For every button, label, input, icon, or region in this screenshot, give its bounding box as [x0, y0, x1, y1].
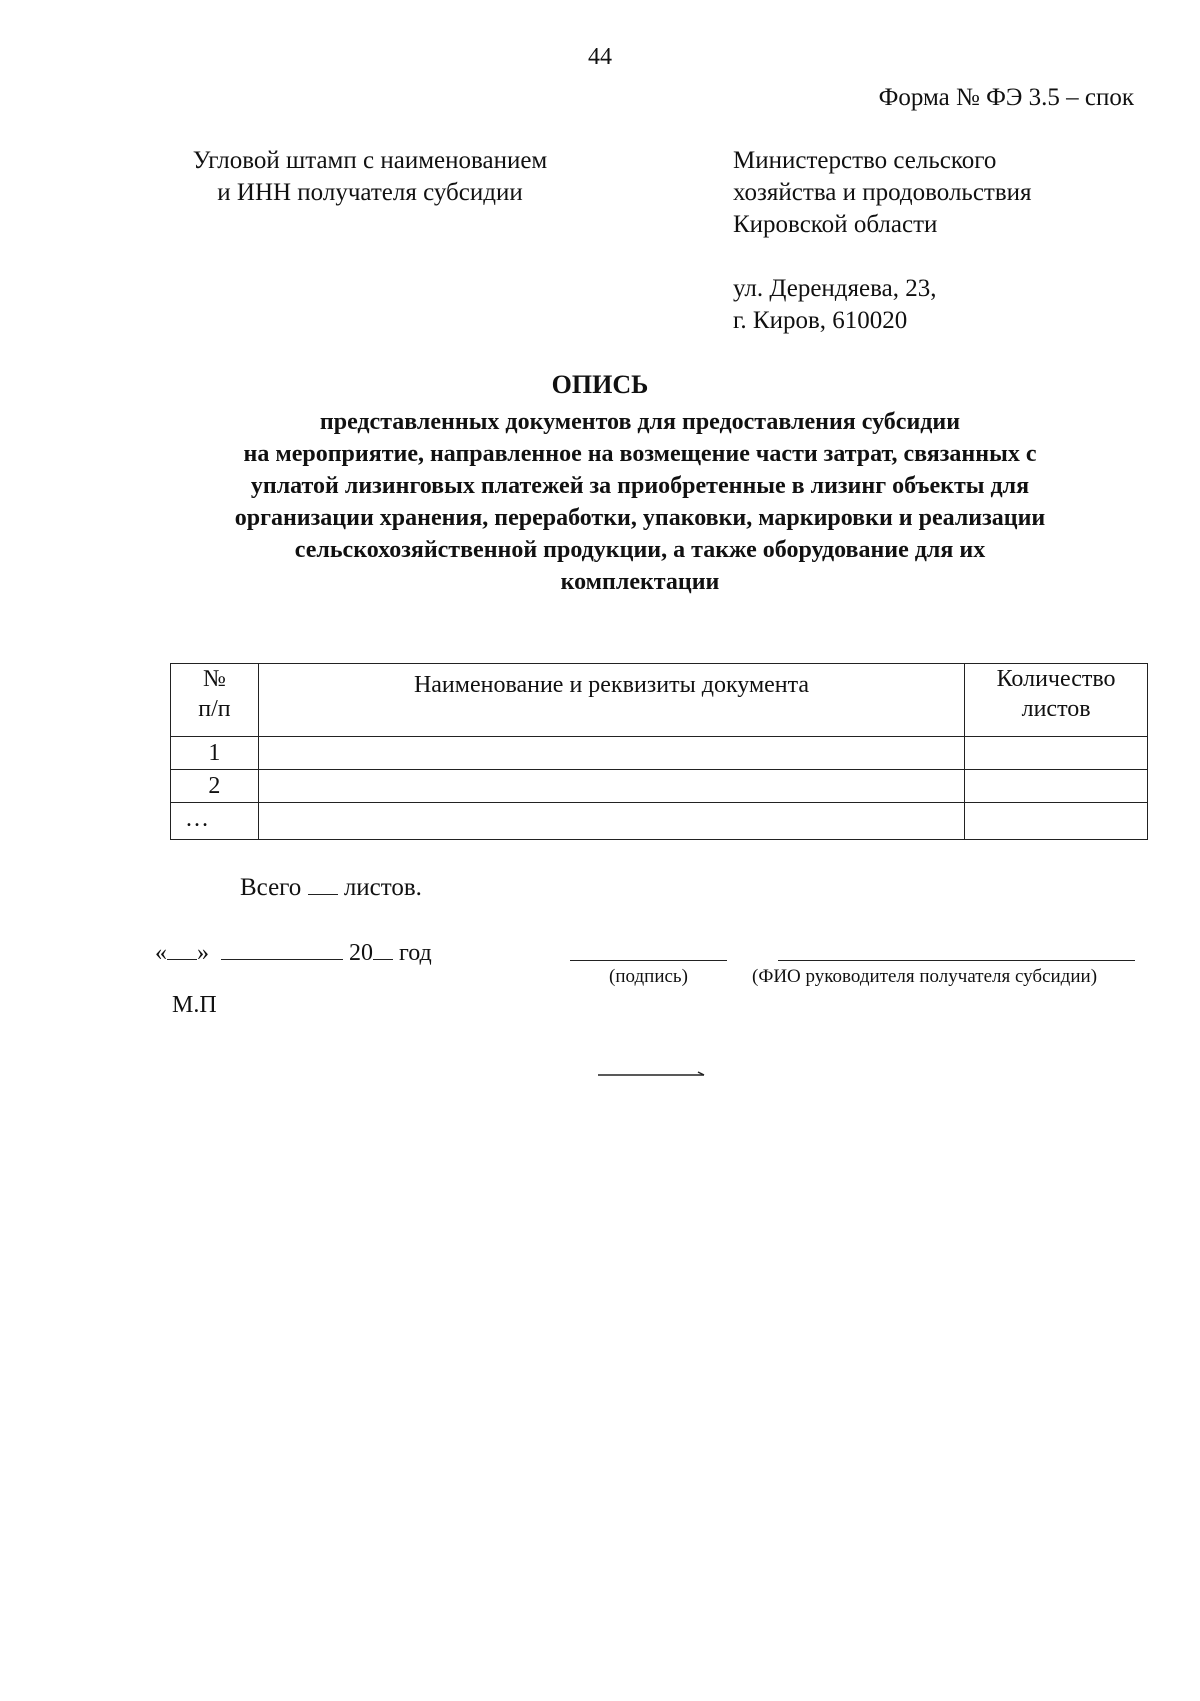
row-document-name[interactable] [258, 737, 964, 770]
row-number: 2 [171, 770, 259, 803]
addressee-block [733, 145, 1032, 337]
day-blank[interactable] [167, 937, 197, 960]
row-number: … [171, 803, 259, 840]
header-qty-line-2: листов [1021, 696, 1091, 722]
year-prefix: 20 [349, 940, 373, 966]
row-document-name[interactable] [258, 770, 964, 803]
addressee-spacer [733, 241, 1032, 273]
row-sheet-count[interactable] [965, 770, 1148, 803]
row-document-name[interactable] [258, 803, 964, 840]
table-row [171, 770, 1148, 803]
addressee-line-4: ул. Дерендяева, 23, [733, 275, 937, 302]
row-number: 1 [171, 737, 259, 770]
subtitle-line-4: организации хранения, переработки, упаковки, маркировки и реализации [234, 505, 1046, 531]
subtitle-line-2: на мероприятие, направленное на возмещение части затрат, связанных с [243, 441, 1037, 467]
year-blank[interactable] [373, 937, 393, 960]
document-subtitle [140, 406, 1140, 598]
addressee-line-5: г. Киров, 610020 [733, 307, 908, 334]
date-close-quote: » [197, 940, 209, 966]
fio-caption: (ФИО руководителя получателя субсидии) [752, 966, 1098, 987]
signature-caption: (подпись) [609, 966, 688, 987]
table-row [171, 803, 1148, 840]
seal-label: М.П [172, 992, 217, 1018]
fio-line[interactable] [778, 960, 1135, 961]
subtitle-line-3: уплатой лизинговых платежей за приобретенные в лизинг объекты для [250, 473, 1030, 499]
addressee-line-1: Министерство сельского [733, 147, 997, 174]
form-number: Форма № ФЭ 3.5 – спок [878, 84, 1134, 111]
header-qty-line-1: Количество [996, 666, 1116, 692]
total-suffix: листов. [343, 874, 422, 901]
header-number-line-1: № [202, 666, 226, 692]
subtitle-line-5: сельскохозяйственной продукции, а также оборудование для их [294, 537, 986, 563]
subtitle-line-1: представленных документов для предоставления субсидии [319, 409, 961, 435]
documents-table [170, 663, 1148, 840]
date-open-quote: « [155, 940, 167, 966]
header-document-name: Наименование и реквизиты документа [258, 664, 964, 737]
end-of-form-mark [598, 1070, 708, 1078]
subtitle-line-6: комплектации [560, 569, 720, 595]
stamp-line-2: и ИНН получателя субсидии [217, 179, 523, 206]
total-count-blank[interactable] [308, 872, 338, 895]
year-suffix: год [399, 940, 432, 966]
page-number: 44 [588, 44, 612, 70]
date-line [155, 937, 432, 967]
total-prefix: Всего [240, 874, 302, 901]
header-sheet-count [965, 664, 1148, 737]
addressee-line-2: хозяйства и продовольствия [733, 179, 1032, 206]
stamp-line-1: Угловой штамп с наименованием [192, 147, 548, 174]
corner-stamp-placeholder [170, 145, 570, 209]
addressee-line-3: Кировской области [733, 211, 938, 238]
total-sheets [240, 872, 422, 902]
header-number-line-2: п/п [198, 696, 231, 722]
row-sheet-count[interactable] [965, 803, 1148, 840]
month-blank[interactable] [221, 937, 343, 960]
table-header-row [171, 664, 1148, 737]
row-sheet-count[interactable] [965, 737, 1148, 770]
table-row [171, 737, 1148, 770]
header-number [171, 664, 259, 737]
document-title: ОПИСЬ [551, 370, 649, 399]
signature-line[interactable] [570, 960, 727, 961]
